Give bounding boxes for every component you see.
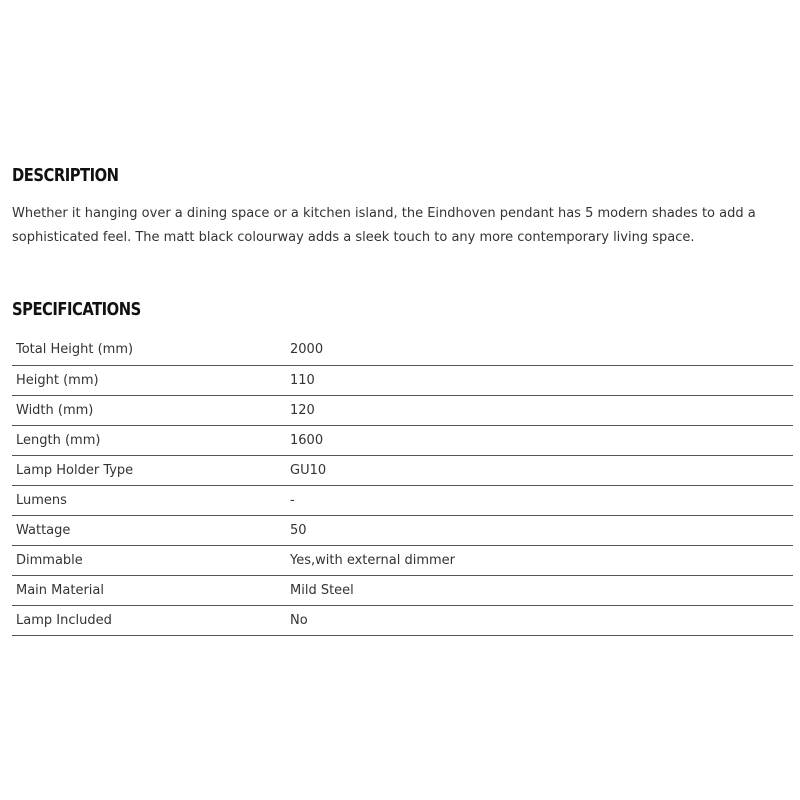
spec-row xyxy=(12,545,793,575)
spec-value: 1600 xyxy=(290,432,324,448)
spec-row xyxy=(12,455,793,485)
spec-value: Yes,with external dimmer xyxy=(290,552,455,568)
spec-label: Height (mm) xyxy=(16,372,99,388)
spec-row xyxy=(12,365,793,395)
spec-row xyxy=(12,605,793,635)
spec-value: GU10 xyxy=(290,462,327,478)
spec-row xyxy=(12,515,793,545)
description-text: Whether it hanging over a dining space or a kitchen island, the Eindhoven pendant has 5 modern shades to add a sophisticated feel. The matt black colourway adds a sleek touch to any more contemporary living space. xyxy=(12,206,756,245)
specifications-table xyxy=(12,335,793,636)
spec-row xyxy=(12,335,793,365)
spec-value: No xyxy=(290,612,308,628)
spec-label: Length (mm) xyxy=(16,432,101,448)
spec-label: Total Height (mm) xyxy=(16,342,134,358)
spec-value: 120 xyxy=(290,402,315,418)
spec-value: 2000 xyxy=(290,342,324,358)
spec-value: - xyxy=(290,492,295,508)
spec-row xyxy=(12,485,793,515)
spec-label: Lamp Holder Type xyxy=(16,462,134,478)
spec-row xyxy=(12,395,793,425)
spec-label: Lumens xyxy=(16,492,67,508)
spec-value: 50 xyxy=(290,522,307,538)
spec-row xyxy=(12,425,793,455)
spec-label: Lamp Included xyxy=(16,612,112,628)
spec-value: Mild Steel xyxy=(290,582,354,598)
spec-label: Wattage xyxy=(16,522,71,538)
spec-label: Width (mm) xyxy=(16,402,94,418)
spec-row xyxy=(12,575,793,605)
specifications-heading: SPECIFICATIONS xyxy=(12,299,141,320)
spec-label: Dimmable xyxy=(16,552,83,568)
spec-value: 110 xyxy=(290,372,315,388)
description-heading: DESCRIPTION xyxy=(12,165,119,186)
spec-label: Main Material xyxy=(16,582,104,598)
